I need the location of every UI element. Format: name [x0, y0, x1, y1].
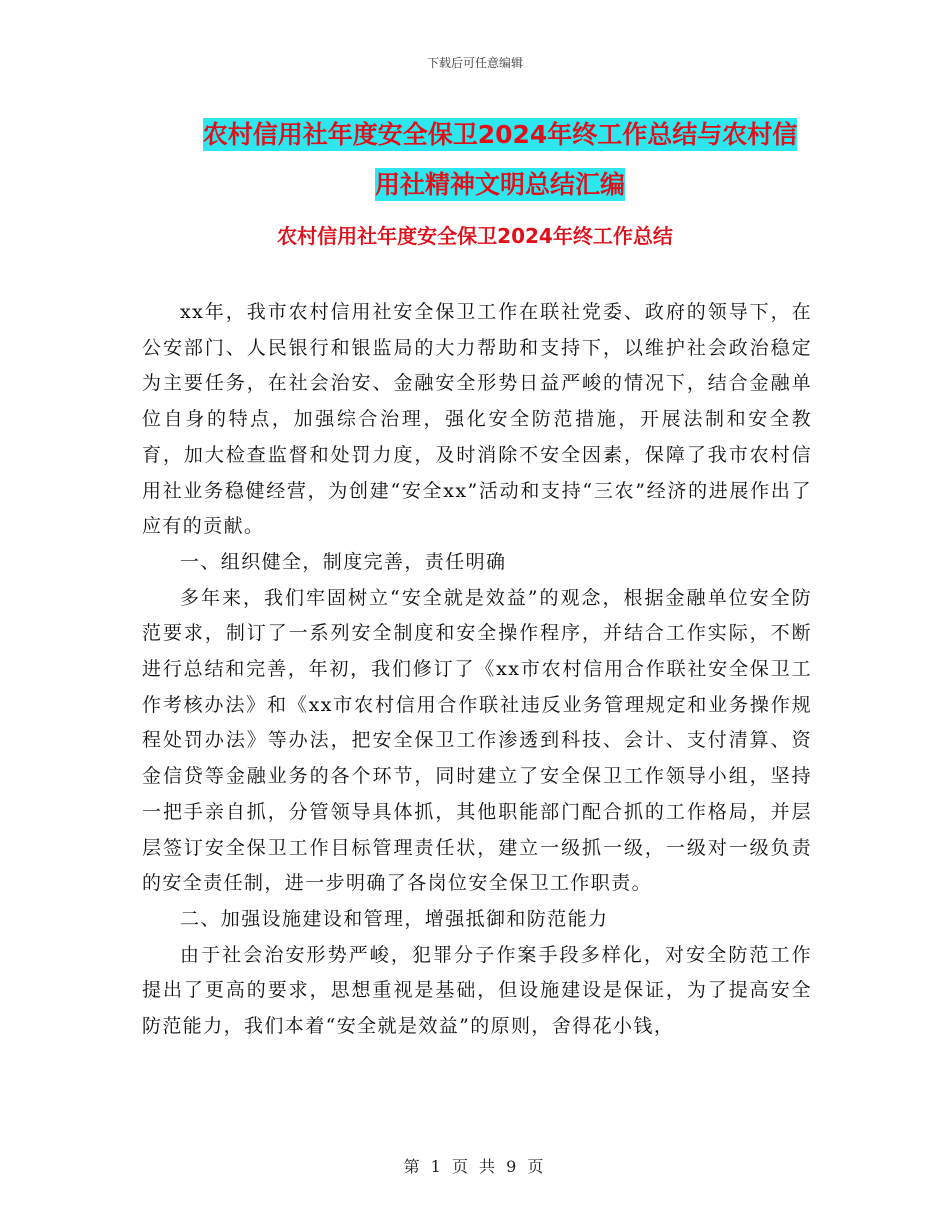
section-heading-2: 二、加强设施建设和管理，增强抵御和防范能力 [180, 907, 609, 930]
section-heading-1: 一、组织健全，制度完善，责任明确 [180, 550, 507, 573]
paragraph-intro: xx年，我市农村信用社安全保卫工作在联社党委、政府的领导下，在公安部门、人民银行和银监局的大力帮助和支持下，以维护社会政治稳定为主要任务，在社会治安、金融安全形势日益严峻的情况下，结合金融单位自身的特点，加强综合治理，强化安全防范措施，开展法制和安全教育，加大检查监督和处罚力度，及时消除不安全因素，保障了我市农村信用社业务稳健经营，为创建“安全xx”活动和支持“三农”经济的进展作出了应有的贡献。 [142, 301, 812, 538]
document-title-line-1: 农村信用社年度安全保卫2024年终工作总结与农村信 [202, 120, 798, 149]
document-title-line-2: 用社精神文明总结汇编 [374, 170, 625, 199]
section-title: 农村信用社年度安全保卫2024年终工作总结 [277, 224, 673, 248]
paragraph-section-2: 由于社会治安形势严峻，犯罪分子作案手段多样化，对安全防范工作提出了更高的要求，思想重视是基础，但设施建设是保证，为了提高安全防范能力，我们本着“安全就是效益”的原则，舍得花小钱， [142, 943, 812, 1038]
paragraph-section-1: 多年来，我们牢固树立“安全就是效益”的观念，根据金融单位安全防范要求，制订了一系列安全制度和安全操作程序，并结合工作实际，不断进行总结和完善，年初，我们修订了《xx市农村信用合作联社安全保卫工作考核办法》和《xx市农村信用合作联社违反业务管理规定和业务操作规程处罚办法》等办法，把安全保卫工作渗透到科技、会计、支付清算、资金信贷等金融业务的各个环节，同时建立了安全保卫工作领导小组，坚持一把手亲自抓，分管领导具体抓，其他职能部门配合抓的工作格局，并层层签订安全保卫工作目标管理责任状，建立一级抓一级，一级对一级负责的安全责任制，进一步明确了各岗位安全保卫工作职责。 [142, 586, 812, 895]
document-body [142, 295, 812, 1045]
document-title [120, 110, 880, 210]
page-number: 第 1 页 共 9 页 [403, 1157, 547, 1176]
page-header-note: 下载后可任意编辑 [426, 56, 523, 70]
